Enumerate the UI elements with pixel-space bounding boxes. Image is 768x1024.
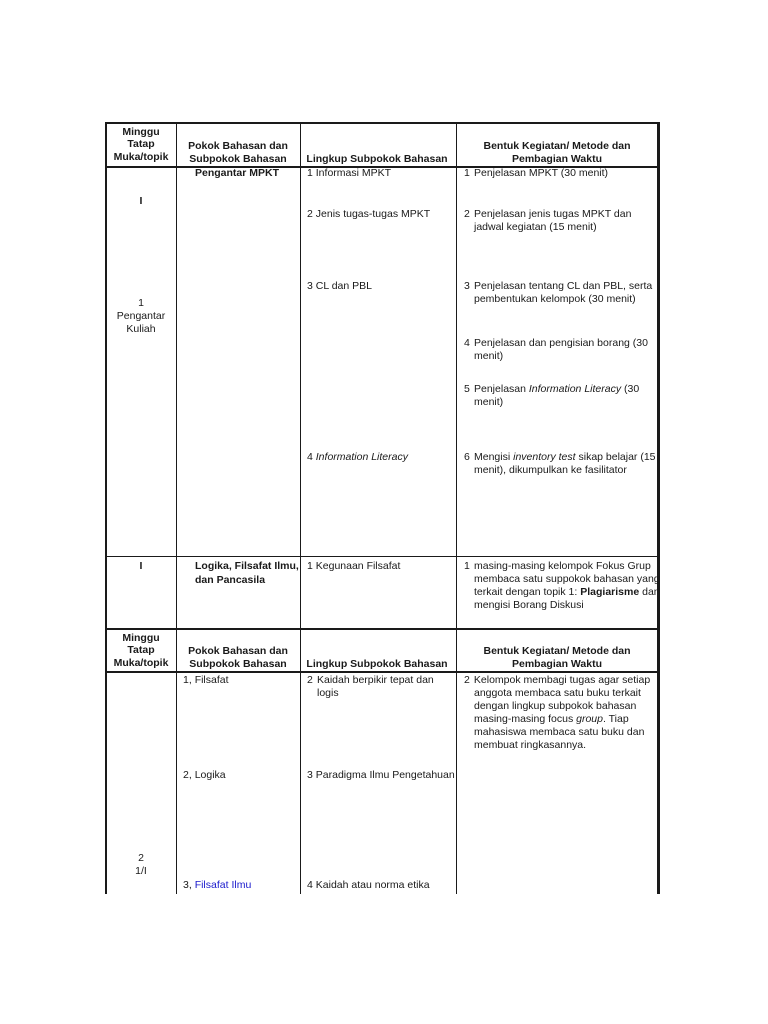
activity-fokus-line-1: masing-masing kelompok Fokus Grup [474, 560, 651, 572]
header2-week-line-2: Tatap [127, 644, 155, 656]
activity-3-num: 3 [464, 280, 470, 292]
activity-2-line-1: Penjelasan jenis tugas MPKT dan [474, 208, 632, 220]
activity-1-num: 1 [464, 167, 470, 179]
header2-activity-line-2: Pembagian Waktu [511, 658, 603, 670]
scope-num: 4 [307, 879, 313, 891]
header2-topic-line-2: Subpokok Bahasan [189, 658, 287, 670]
header-week-line-3: Muka/topik [113, 151, 169, 163]
topic-logika-line-2: dan Pancasila [195, 574, 266, 586]
header-topic-line-1: Pokok Bahasan dan [188, 140, 288, 152]
topic-link-filsafat-ilmu[interactable]: Filsafat Ilmu [194, 879, 252, 891]
activity-5-pre: Penjelasan [474, 383, 529, 395]
topic-num: 1, [183, 674, 192, 686]
activity-5-num: 5 [464, 383, 470, 395]
scope-item-2 [307, 208, 430, 222]
scope-3-item-3 [307, 879, 430, 893]
header2-scope: Lingkup Subpokok Bahasan [306, 658, 448, 670]
scope-item-3 [307, 280, 372, 294]
week-sub-2: 1/I [135, 865, 147, 877]
activity-kelompok-line-3: dengan lingkup subpokok bahasan [474, 700, 637, 712]
activity-fokus-post: dan [639, 586, 660, 598]
header-activity-line-2: Pembagian Waktu [511, 153, 603, 165]
table-border-right [657, 122, 660, 894]
header2-activity-line-1: Bentuk Kegiatan/ Metode dan [483, 645, 631, 657]
activity-2-num: 2 [464, 208, 470, 220]
scope-text: Jenis tugas-tugas MPKT [315, 208, 431, 220]
activity-4-line-2: menit) [474, 350, 504, 362]
header-week-line-1: Minggu [122, 126, 160, 138]
scope-num: 3 [307, 280, 313, 292]
week-number-2: 2 [138, 852, 144, 864]
activity-6-pre: Mengisi [474, 451, 514, 463]
activity-3-line-2: pembentukan kelompok (30 menit) [474, 293, 636, 305]
table-border-mid [105, 628, 660, 630]
col-divider-2 [300, 122, 301, 894]
scope-text: Information Literacy [315, 451, 408, 463]
activity-fokus-line-2: membaca satu suppokok bahasan yang [474, 573, 660, 585]
activity-5-post: (30 [621, 383, 640, 395]
week-roman-2: I [139, 560, 143, 572]
activity-fokus-line-3 [474, 586, 660, 600]
header2-week-line-1: Minggu [122, 632, 160, 644]
scope-num: 1 [307, 167, 313, 179]
col-divider-1 [176, 122, 177, 894]
week-label-line-2: Kuliah [126, 323, 156, 335]
activity-kelompok-post: . Tiap [602, 713, 629, 725]
row-divider-1 [105, 556, 660, 557]
activity-kelompok-line-4 [474, 713, 629, 727]
header2-topic-line-1: Pokok Bahasan dan [188, 645, 288, 657]
activity-4-line-1: Penjelasan dan pengisian borang (30 [474, 337, 648, 349]
scope-text: Informasi MPKT [315, 167, 392, 179]
topic-text: Filsafat [194, 674, 229, 686]
header-week-line-2: Tatap [127, 138, 155, 150]
topic-filsafat [183, 674, 229, 688]
activity-6-line-2: menit), dikumpulkan ke fasilitator [474, 464, 627, 476]
activity-6-post: sikap belajar (15 [575, 451, 656, 463]
activity-5-line-2: menit) [474, 396, 504, 408]
week-label-line-1: Pengantar [116, 310, 166, 322]
activity-fokus-num: 1 [464, 560, 470, 572]
table-border-left [105, 122, 107, 894]
topic-logika [183, 769, 226, 783]
scope-3-item-1-num: 2 [307, 674, 313, 686]
scope-3-item-1-line-2: logis [317, 687, 339, 699]
activity-kelompok-pre: masing-masing focus [474, 713, 577, 725]
scope-kegunaan [307, 560, 400, 574]
activity-fokus-bold: Plagiarisme [580, 586, 640, 598]
activity-4-num: 4 [464, 337, 470, 349]
activity-kelompok-line-2: anggota membaca satu buku terkait [474, 687, 641, 699]
header-activity-line-1: Bentuk Kegiatan/ Metode dan [483, 140, 631, 152]
activity-kelompok-line-1: Kelompok membagi tugas agar setiap [471, 674, 651, 686]
scope-num: 1 [307, 560, 313, 572]
header-topic-line-2: Subpokok Bahasan [189, 153, 287, 165]
activity-fokus-pre: terkait dengan topik 1: [474, 586, 581, 598]
activity-3-line-1: Penjelasan tentang CL dan PBL, serta [474, 280, 653, 292]
scope-num: 3 [307, 769, 313, 781]
header-scope: Lingkup Subpokok Bahasan [306, 153, 448, 165]
activity-5-line-1 [474, 383, 639, 397]
activity-6-em: inventory test [513, 451, 576, 463]
scope-num: 2 [307, 208, 313, 220]
week-roman-1: I [139, 195, 143, 207]
col-divider-3 [456, 122, 457, 894]
topic-num: 3, [183, 879, 192, 891]
activity-fokus-line-4: mengisi Borang Diskusi [474, 599, 584, 611]
topic-text: Logika [194, 769, 226, 781]
activity-6-num: 6 [464, 451, 470, 463]
week-number-1: 1 [138, 297, 144, 309]
activity-1-text: Penjelasan MPKT (30 menit) [474, 167, 609, 179]
scope-text: Kaidah atau norma etika [315, 879, 430, 891]
activity-kelompok-num: 2 [464, 674, 470, 686]
scope-num: 4 [307, 451, 313, 463]
scope-text: Paradigma Ilmu Pengetahuan [315, 769, 455, 781]
scope-text: CL dan PBL [315, 280, 372, 292]
activity-6-line-1 [474, 451, 656, 465]
scope-3-item-1-line-1: Kaidah berpikir tepat dan [317, 674, 434, 686]
scope-item-1 [307, 167, 391, 181]
activity-kelompok-line-5: mahasiswa membaca satu buku dan [474, 726, 645, 738]
scope-3-item-2 [307, 769, 455, 783]
activity-2-line-2: jadwal kegiatan (15 menit) [474, 221, 597, 233]
topic-filsafat-ilmu [183, 879, 251, 893]
topic-logika-line-1: Logika, Filsafat Ilmu, [195, 560, 299, 572]
activity-kelompok-line-6: membuat ringkasannya. [474, 739, 587, 751]
activity-kelompok-em: group [576, 713, 603, 725]
topic-pengantar: Pengantar MPKT [195, 167, 280, 179]
header2-week-line-3: Muka/topik [113, 657, 169, 669]
scope-text: Kegunaan Filsafat [315, 560, 401, 572]
topic-num: 2, [183, 769, 192, 781]
table-border-top [105, 122, 660, 124]
activity-5-em: Information Literacy [528, 383, 622, 395]
scope-item-4 [307, 451, 408, 465]
